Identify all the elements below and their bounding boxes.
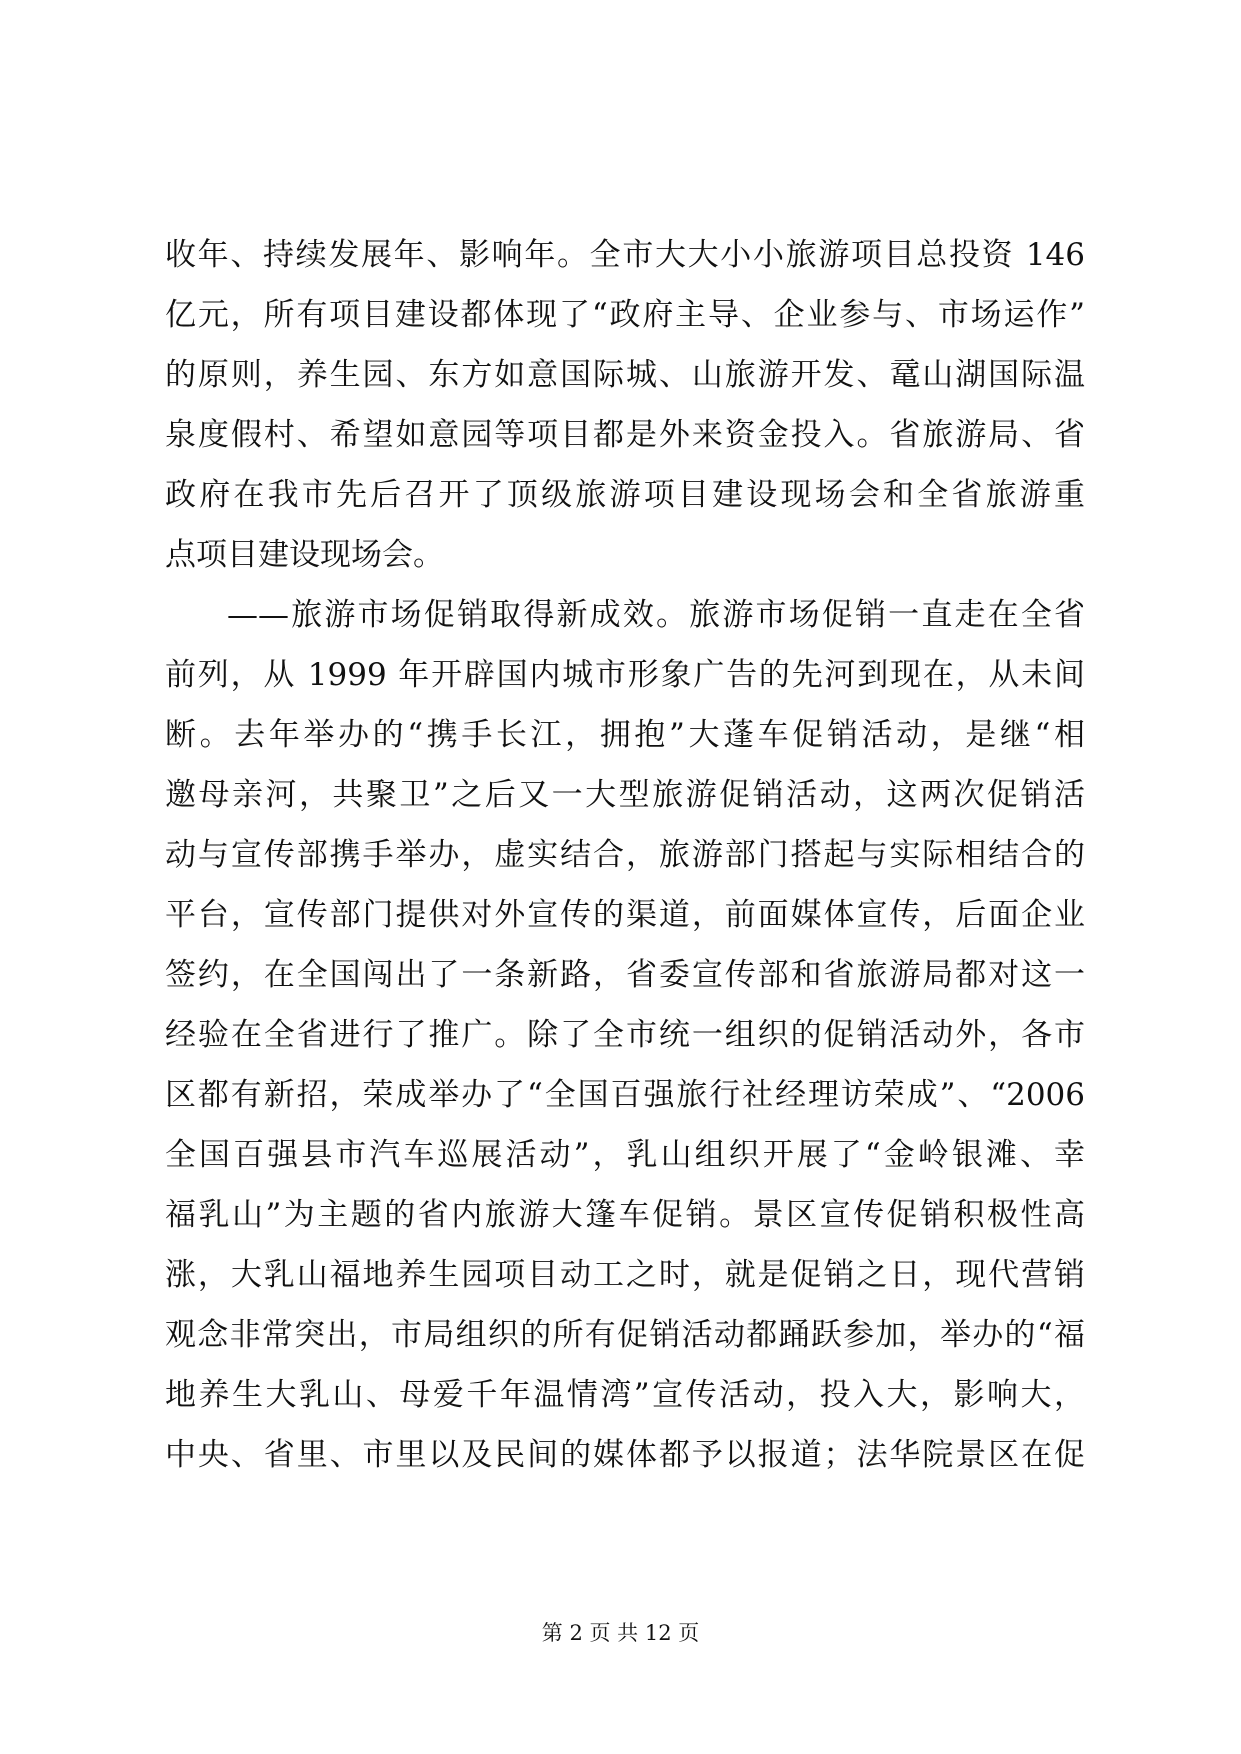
text-line: 经验在全省进行了推广。除了全市统一组织的促销活动外，各市 — [165, 1017, 1085, 1053]
text-line: 涨，大乳山福地养生园项目动工之时，就是促销之日，现代营销 — [165, 1257, 1085, 1293]
text-line: 的原则，养生园、东方如意国际城、山旅游开发、鼋山湖国际温 — [165, 357, 1085, 393]
text-line: 亿元，所有项目建设都体现了“政府主导、企业参与、市场运作” — [165, 297, 1085, 333]
text-line: 前列，从 1999 年开辟国内城市形象广告的先河到现在，从未间 — [165, 657, 1085, 693]
text-line: ——旅游市场促销取得新成效。旅游市场促销一直走在全省 — [227, 597, 1085, 633]
page-footer — [0, 1618, 1241, 1648]
text-line: 平台，宣传部门提供对外宣传的渠道，前面媒体宣传，后面企业 — [165, 897, 1085, 933]
text-line: 断。去年举办的“携手长江，拥抱”大蓬车促销活动，是继“相 — [165, 717, 1085, 753]
text-line: 地养生大乳山、母爱千年温情湾”宣传活动，投入大，影响大， — [165, 1377, 1085, 1413]
text-line: 观念非常突出，市局组织的所有促销活动都踊跃参加，举办的“福 — [165, 1317, 1085, 1353]
body-text — [165, 225, 1085, 1485]
text-line: 邀母亲河，共聚卫”之后又一大型旅游促销活动，这两次促销活 — [165, 777, 1085, 813]
text-line: 点项目建设现场会。 — [165, 537, 444, 573]
text-line: 政府在我市先后召开了顶级旅游项目建设现场会和全省旅游重 — [165, 477, 1085, 513]
text-line: 动与宣传部携手举办，虚实结合，旅游部门搭起与实际相结合的 — [165, 837, 1085, 873]
page-number-label: 第 2 页 共 12 页 — [541, 1621, 700, 1645]
text-line: 泉度假村、希望如意园等项目都是外来资金投入。省旅游局、省 — [165, 417, 1085, 453]
text-line: 福乳山”为主题的省内旅游大篷车促销。景区宣传促销积极性高 — [165, 1197, 1085, 1233]
text-line: 区都有新招，荣成举办了“全国百强旅行社经理访荣成”、“2006 — [165, 1077, 1085, 1113]
text-line: 签约，在全国闯出了一条新路，省委宣传部和省旅游局都对这一 — [165, 957, 1085, 993]
text-line: 全国百强县市汽车巡展活动”，乳山组织开展了“金岭银滩、幸 — [165, 1137, 1085, 1173]
text-line: 收年、持续发展年、影响年。全市大大小小旅游项目总投资 146 — [165, 237, 1085, 273]
text-line: 中央、省里、市里以及民间的媒体都予以报道；法华院景区在促 — [165, 1437, 1085, 1473]
